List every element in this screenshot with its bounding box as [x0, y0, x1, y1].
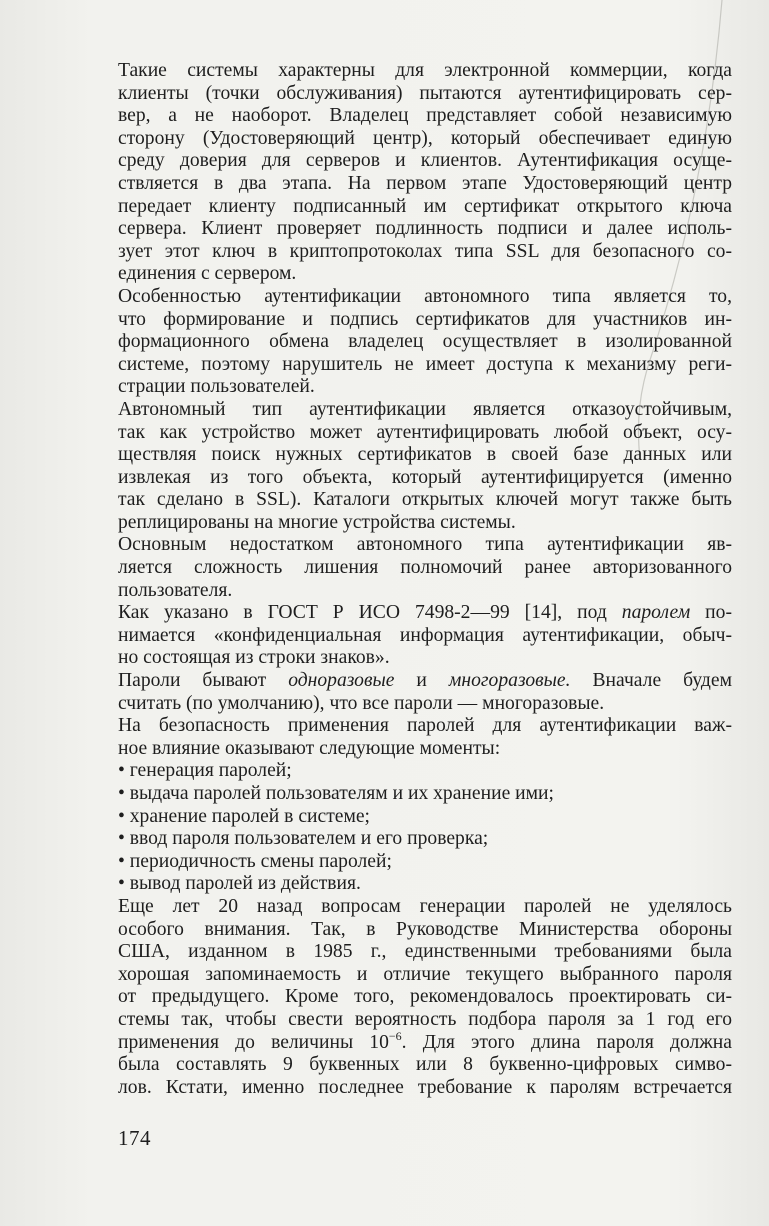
paragraph-password-types	[118, 670, 732, 715]
text-line: Основным недостатком автономного типа аутентификации яв-	[118, 534, 732, 556]
text-line: системе, поэтому нарушитель не имеет доступа к механизму реги-	[118, 353, 732, 375]
text-line: стемы так, чтобы свести вероятность подбора пароля за 1 год его	[118, 1008, 732, 1030]
history-text: применения до величины 10	[118, 1031, 389, 1053]
types-text-end: Вначале будем	[570, 670, 732, 692]
text-line: так сделано в SSL). Каталоги открытых ключей могут также быть	[118, 489, 732, 511]
text-line: формационного обмена владелец осуществляет в изолированной	[118, 331, 732, 353]
safety-factors-list	[118, 760, 732, 896]
text-line: Особенностью аутентификации автономного типа является то,	[118, 285, 732, 307]
text-line: особого внимания. Так, в Руководстве Министерства обороны	[118, 918, 732, 940]
body-text	[118, 60, 732, 1099]
history-text-end: . Для этого длина пароля должна	[401, 1031, 732, 1053]
text-line	[118, 1028, 732, 1055]
text-line: извлекая из того объекта, который аутентифицируется (именно	[118, 466, 732, 488]
text-line: сторону (Удостоверяющий центр), который обеспечивает единую	[118, 127, 732, 149]
paragraph-safety	[118, 715, 732, 760]
text-line: зует этот ключ в криптопротоколах типа SSL для безопасного со-	[118, 240, 732, 262]
text-line: была составлять 9 буквенных или 8 буквенно-цифровых симво-	[118, 1054, 732, 1076]
text-line: ное влияние оказывают следующие моменты:	[118, 737, 501, 759]
text-line: Еще лет 20 назад вопросам генерации паролей не уделялось	[118, 895, 732, 917]
text-line: считать (по умолчанию), что все пароли — многоразовые.	[118, 692, 605, 714]
list-item: • хранение паролей в системе;	[118, 805, 371, 827]
text-line: лов. Кстати, именно последнее требование к паролям встречается	[118, 1076, 732, 1098]
text-line: ществляя поиск нужных сертификатов в своей базе данных или	[118, 444, 732, 466]
text-line: США, изданном в 1985 г., единственными требованиями была	[118, 941, 732, 963]
text-line: Такие системы характерны для электронной коммерции, когда	[118, 60, 732, 81]
text-line: что формирование и подпись сертификатов для участников ин-	[118, 308, 732, 330]
text-line: реплицированы на многие устройства системы.	[118, 511, 516, 533]
page-number: 174	[118, 1126, 151, 1150]
text-line: от предыдущего. Кроме того, рекомендовалось проектировать си-	[118, 986, 732, 1008]
text-line: пользователя.	[118, 579, 233, 601]
text-line: Автономный тип аутентификации является отказоустойчивым,	[118, 398, 732, 420]
text-line: передает клиенту подписанный им сертификат открытого ключа	[118, 195, 732, 217]
paragraph-gost-definition	[118, 602, 732, 670]
list-item: • вывод паролей из действия.	[118, 873, 361, 895]
text-line: клиенты (точки обслуживания) пытаются аутентифицировать сер-	[118, 82, 732, 104]
exponent: −6	[388, 1028, 402, 1043]
term-password: паролем	[621, 602, 691, 624]
list-item: • генерация паролей;	[118, 760, 292, 782]
text-line: нимается «конфиденциальная информация аутентификации, обыч-	[118, 624, 732, 646]
types-text: Пароли бывают	[118, 670, 289, 692]
gost-text-end: по-	[690, 602, 732, 624]
paragraph-drawback	[118, 534, 732, 602]
text-line: вер, а не наоборот. Владелец представляет собой независимую	[118, 105, 732, 127]
term-reusable: многоразовые.	[448, 670, 571, 692]
paragraph-history	[118, 896, 732, 1099]
paragraph-ecommerce	[118, 60, 732, 286]
list-item: • ввод пароля пользователем и его проверка;	[118, 828, 489, 850]
text-line: сервера. Клиент проверяет подлинность подписи и далее исполь-	[118, 218, 732, 240]
gost-text: Как указано в ГОСТ Р ИСО 7498-2—99 [14], под	[118, 602, 622, 624]
text-line	[118, 670, 732, 693]
paragraph-fault-tolerant	[118, 399, 732, 535]
text-line	[118, 602, 732, 625]
text-line: единения с сервером.	[118, 263, 297, 285]
text-line: хорошая запоминаемость и отличие текущего выбранного пароля	[118, 963, 732, 985]
text-line: На безопасность применения паролей для аутентификации важ-	[118, 715, 732, 737]
text-line: так как устройство может аутентифицировать любой объект, осу-	[118, 421, 732, 443]
paragraph-autonomous-feature	[118, 286, 732, 399]
text-line: страции пользователей.	[118, 376, 315, 398]
term-one-time: одноразовые	[288, 670, 395, 692]
text-line: ствляется в два этапа. На первом этапе Удостоверяющий центр	[118, 172, 732, 194]
types-and: и	[394, 670, 449, 692]
text-line: но состоящая из строки знаков».	[118, 647, 390, 669]
list-item: • периодичность смены паролей;	[118, 850, 392, 872]
list-item: • выдача паролей пользователям и их хранение ими;	[118, 783, 554, 804]
text-line: ляется сложность лишения полномочий ранее авторизованного	[118, 557, 732, 579]
text-line: среду доверия для серверов и клиентов. Аутентификация осуще-	[118, 150, 732, 172]
